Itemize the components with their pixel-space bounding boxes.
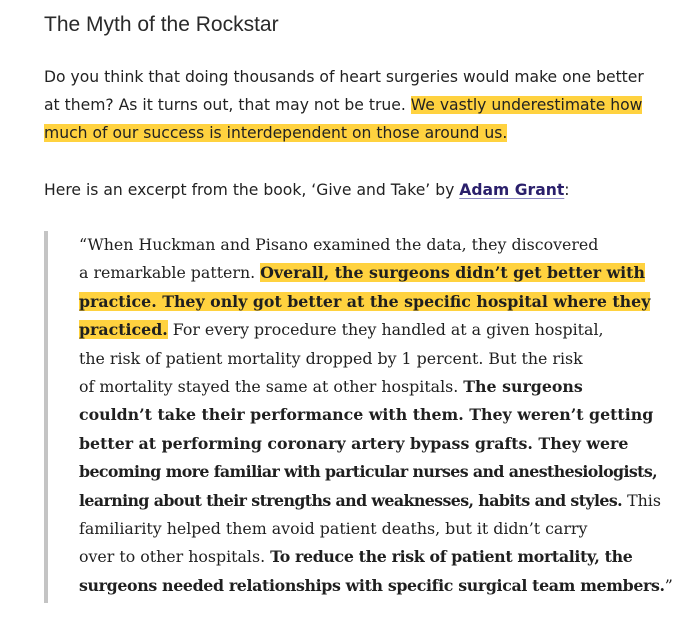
quote-line: familiarity helped them avoid patient deaths, but it didn’t carry [79,519,588,539]
quote-line [79,487,661,515]
highlighted-text: much of our success is interdependent on those around us. [44,124,508,142]
bold-text: To reduce the risk of patient mortality, the [270,547,633,567]
bold-text: surgeons needed relationships with specific surgical team members. [79,575,665,595]
intro-text: at them? As it turns out, that may not be true. [44,96,411,114]
author-link[interactable]: Adam Grant [459,181,565,199]
bold-text: couldn’t take their performance with them. They weren’t getting [79,405,654,425]
excerpt-intro-colon: : [564,181,570,199]
quote-line [79,458,658,486]
quote-line [79,288,651,316]
bold-text: better at performing coronary artery bypass grafts. They were [79,433,629,453]
bold-text: learning about their strengths and weaknesses, habits and styles. [79,490,623,510]
quote-line [79,572,673,600]
quote-text: a remarkable pattern. [79,263,261,283]
highlighted-text: practiced. [79,320,168,340]
quote-close-mark: ” [664,575,673,595]
intro-line [44,119,654,147]
quote-line [79,543,633,571]
excerpt-intro-paragraph [44,176,654,204]
highlighted-text: practice. They only got better at the specific hospital where they [79,291,651,311]
quote-line: “When Huckman and Pisano examined the data, they discovered [79,235,599,254]
quote-line [79,316,619,344]
blockquote [79,231,673,600]
intro-line: Do you think that doing thousands of heart surgeries would make one better [44,68,644,86]
quote-line: the risk of patient mortality dropped by 1 percent. But the risk [79,348,583,368]
quote-line [79,259,645,287]
article-heading: The Myth of the Rockstar [44,13,279,36]
quote-text: For every procedure they handled at a given hospital, [167,320,604,340]
quote-line [79,401,654,429]
intro-line [44,91,654,119]
highlighted-text: Overall, the surgeons didn’t get better with [260,263,645,283]
quote-text: over to other hospitals. [79,547,271,567]
blockquote-bar [44,231,48,603]
intro-paragraph [44,63,654,147]
quote-text: This [622,490,661,510]
excerpt-intro-line [44,176,654,204]
quote-line [79,373,619,401]
excerpt-intro-text: Here is an excerpt from the book, ‘Give and Take’ by [44,181,460,199]
quote-line [79,430,629,458]
bold-text: The surgeons [463,377,583,397]
quote-text: of mortality stayed the same at other hospitals. [79,377,464,397]
bold-text: becoming more familiar with particular nurses and anesthesiologists, [79,462,658,482]
highlighted-text: We vastly underestimate how [410,96,643,114]
